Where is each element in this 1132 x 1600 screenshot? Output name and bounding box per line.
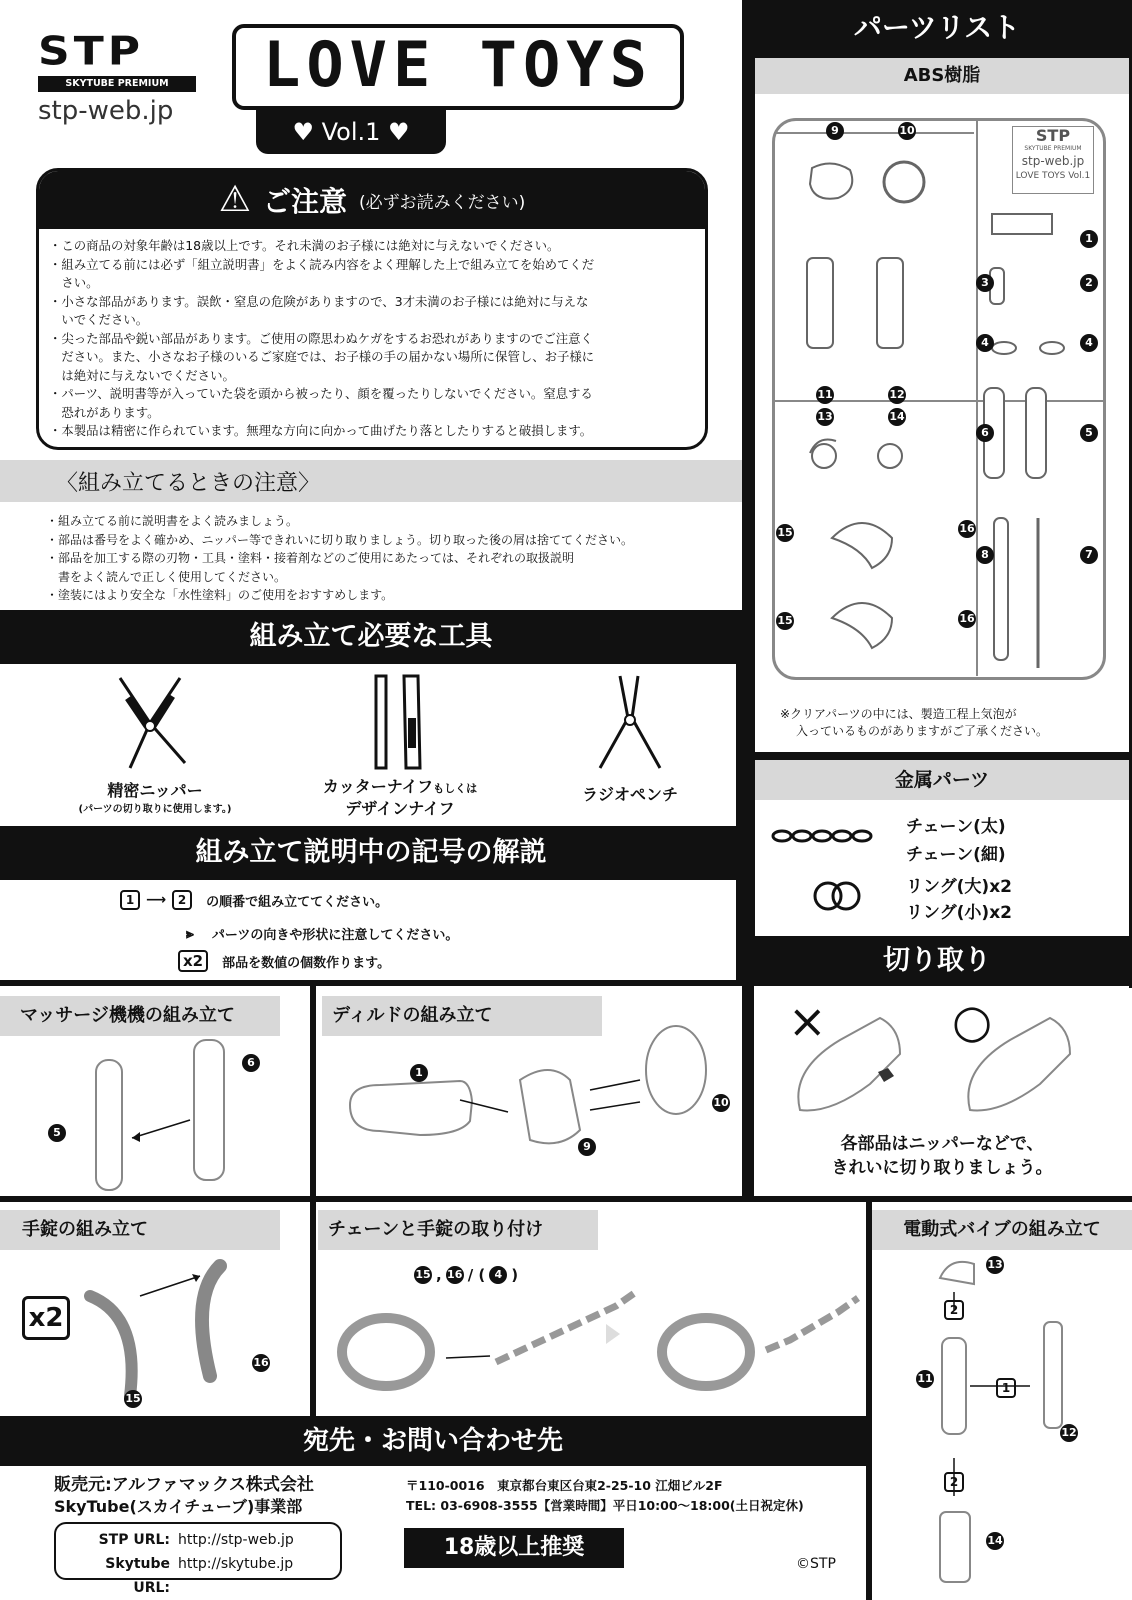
ring-large-label: リング(大)x2	[906, 877, 1012, 897]
caution-item: ・パーツ、説明書等が入っていた袋を頭から被ったり、顔を覆ったりしないでください。窒息する	[49, 386, 593, 401]
note-item: ・組み立てる前に説明書をよく読みましょう。	[46, 514, 299, 528]
divider	[0, 980, 742, 986]
count-mark: x2	[178, 950, 208, 972]
vol-badge	[256, 110, 446, 154]
cutting-caption-line: きれいに切り取りましょう。	[831, 1158, 1053, 1178]
assembly-notes-list	[46, 512, 736, 605]
paren-close: )	[511, 1266, 519, 1284]
part-number: 9	[578, 1138, 596, 1156]
part-number: 5	[1080, 424, 1098, 442]
part-number: 13	[986, 1256, 1004, 1274]
site-url: stp-web.jp	[38, 96, 174, 126]
pliers-illustration	[580, 668, 680, 778]
divider	[742, 986, 754, 1196]
age-badge: 18歳以上推奨	[404, 1528, 624, 1568]
nipper-label: 精密ニッパー	[107, 781, 203, 800]
caution-box	[36, 168, 708, 450]
stp-logo	[38, 30, 198, 94]
arrow-right-icon: ⟶	[146, 892, 167, 908]
symbol-order-text: の順番で組み立ててください。	[206, 894, 389, 910]
skytube-url-link[interactable]: http://skytube.jp	[178, 1556, 294, 1572]
caution-item: ・組み立てる前には必ず「組立説明書」をよく読み内容をよく理解した上で組み立てを始めてくだ	[49, 256, 595, 272]
caution-item: ・この商品の対象年齢は18歳以上です。それ未満のお子様には絶対に与えないでください。	[49, 238, 560, 253]
heart-icon: ♥	[388, 118, 410, 146]
caution-item: ・尖った部品や鋭い部品があります。ご使用の際思わぬケガをするお恐れがありますのでご注意く	[49, 330, 593, 346]
caution-item: さい。	[49, 275, 99, 290]
step-box: 1	[996, 1378, 1016, 1398]
note-item: ・部品を加工する際の刃物・工具・塗料・接着剤などのご使用にあたっては、それぞれの取扱説明	[46, 551, 575, 565]
metal-header: 金属パーツ	[755, 760, 1129, 800]
copyright: ©STP	[796, 1556, 836, 1572]
ok-mark: ○	[952, 994, 993, 1048]
warning-icon: ⚠	[218, 179, 251, 220]
dildo-diagram	[340, 1030, 720, 1170]
part-number: 6	[242, 1054, 260, 1072]
part-number: 4	[1080, 334, 1098, 352]
part-number: 12	[888, 386, 906, 404]
clear-note-line: ※クリアパーツの中には、製造工程上気泡が	[780, 707, 1017, 721]
caution-header	[39, 171, 705, 229]
part-number: 1	[410, 1064, 428, 1082]
divider	[310, 986, 316, 1196]
clear-parts-note	[780, 706, 1120, 740]
divider	[866, 1202, 872, 1600]
caution-subtitle: (必ずお読みください)	[359, 192, 526, 213]
part-number: 5	[48, 1124, 66, 1142]
part-number: 16	[958, 520, 976, 538]
step-box: 1	[120, 890, 140, 910]
cutting-diagram	[780, 1010, 1120, 1120]
nipper-note: (パーツの切り取りに使用します。)	[78, 804, 232, 815]
part-number: 15	[414, 1266, 432, 1284]
part-number: 13	[816, 408, 834, 426]
caution-list	[39, 229, 705, 441]
symbol-order	[120, 890, 388, 910]
note-item: 書をよく読んで正しく使用してください。	[46, 569, 287, 584]
division-name: SkyTube(スカイチューブ)事業部	[54, 1497, 303, 1516]
part-number: 14	[986, 1532, 1004, 1550]
divider	[0, 1196, 1132, 1202]
dildo-header: ディルドの組み立て	[322, 996, 602, 1036]
stp-url-link[interactable]: http://stp-web.jp	[178, 1532, 294, 1548]
chain-thick-label: チェーン(太)	[906, 817, 1006, 837]
symbol-attention	[186, 924, 458, 943]
step-box: 2	[944, 1300, 964, 1320]
part-number: 16	[446, 1266, 464, 1284]
part-number: 14	[888, 408, 906, 426]
cutting-caption	[760, 1132, 1124, 1180]
part-number: 15	[124, 1390, 142, 1408]
cutter-illustration	[358, 668, 438, 778]
nipper-illustration	[90, 668, 210, 778]
caution-title: ご注意	[263, 185, 348, 218]
part-number: 6	[976, 424, 994, 442]
assembly-notes-title: 〈組み立てるときの注意〉	[56, 471, 321, 496]
attention-mark-icon: ⫸	[186, 925, 194, 942]
chain-thin-label: チェーン(細)	[906, 845, 1006, 865]
stp-logo-sub: SKYTUBE PREMIUM	[38, 76, 196, 92]
assembly-notes-header	[0, 460, 742, 502]
symbol-attention-text: パーツの向きや形状に注意してください。	[211, 928, 459, 943]
skytube-url-label: Skytube URL:	[105, 1556, 170, 1596]
count-mark: x2	[22, 1296, 70, 1340]
symbol-count	[178, 950, 390, 972]
symbol-count-text: 部品を数値の個数作ります。	[222, 955, 391, 971]
stp-url-row	[66, 1528, 330, 1552]
stp-logo-text: STP	[38, 28, 144, 75]
design-knife-label: デザインナイフ	[345, 799, 455, 818]
runner-logo-sub: SKYTUBE PREMIUM	[1024, 145, 1082, 152]
cuffs-header: 手錠の組み立て	[0, 1210, 280, 1250]
heart-icon: ♥	[292, 118, 314, 146]
massager-header: マッサージ機機の組み立て	[0, 996, 280, 1036]
part-number: 4	[976, 334, 994, 352]
clear-note-line: 入っているものがありますがご了承ください。	[796, 724, 1049, 738]
pliers-label: ラジオペンチ	[581, 785, 678, 804]
caution-item: いでください。	[49, 312, 149, 327]
runner-site: stp-web.jp	[1021, 154, 1085, 168]
stp-url-label: STP URL:	[98, 1532, 170, 1548]
part-number: 11	[916, 1370, 934, 1388]
step-box: 2	[944, 1472, 964, 1492]
part-number: 10	[712, 1094, 730, 1112]
address: 〒110-0016 東京都台東区台東2-25-10 江畑ビル2F	[406, 1478, 723, 1493]
caution-item: ださい。また、小さなお子様のいるご家庭では、お子様の手の届かない場所に保管し、お子様に	[49, 349, 595, 364]
part-number: 7	[1080, 546, 1098, 564]
ng-mark: ×	[788, 994, 827, 1048]
tools-header: 組み立て必要な工具	[0, 610, 742, 664]
runner-logo: STP	[1035, 126, 1071, 145]
part-number: 16	[958, 610, 976, 628]
part-number: 16	[252, 1354, 270, 1372]
part-number: 8	[976, 546, 994, 564]
part-number: 12	[1060, 1424, 1078, 1442]
part-number: 9	[826, 122, 844, 140]
part-number: 15	[776, 612, 794, 630]
skytube-url-row	[66, 1552, 330, 1600]
caution-item: は絶対に与えないでください。	[49, 367, 235, 383]
part-number: 10	[898, 122, 916, 140]
cutting-caption-line: 各部品はニッパーなどで、	[840, 1134, 1044, 1154]
part-number: 4	[489, 1266, 507, 1284]
cutter-or: もしくは	[433, 782, 478, 795]
product-title: LOVE TOYS	[263, 28, 653, 101]
cuffs-diagram	[80, 1256, 280, 1406]
part-number: 11	[816, 386, 834, 404]
part-number: 15	[776, 524, 794, 542]
part-number: 2	[1080, 274, 1098, 292]
chain-attach-header: チェーンと手錠の取り付け	[318, 1210, 598, 1250]
url-box	[54, 1522, 342, 1596]
caution-item: 恐れがあります。	[49, 404, 160, 420]
chain-attach-diagram	[326, 1272, 866, 1402]
note-item: ・部品は番号をよく確かめ、ニッパー等できれいに切り取りましょう。切り取った後の屑は捨ててください。	[46, 532, 634, 547]
note-item: ・塗装にはより安全な「水性塗料」のご使用をおすすめします。	[46, 588, 394, 602]
cutting-header: 切り取り	[883, 945, 991, 976]
chain-attach-parts: 15 , 16 / ( 4 )	[415, 1266, 519, 1284]
part-number: 3	[976, 274, 994, 292]
caution-item: ・本製品は精密に作られています。無理な方向に向かって曲げたり落としたりすると破損します。	[49, 423, 593, 438]
ring-small-label: リング(小)x2	[906, 903, 1012, 923]
step-box: 2	[172, 890, 192, 910]
slash-separator: / (	[467, 1266, 486, 1284]
contact-header: 宛先・お問い合わせ先	[0, 1416, 866, 1466]
telephone: TEL: 03-6908-3555【営業時間】平日10:00～18:00(土日祝定休)	[406, 1498, 804, 1513]
vibe-header: 電動式バイブの組み立て	[872, 1210, 1132, 1250]
seller-name: 販売元:アルファマックス株式会社	[54, 1475, 314, 1495]
divider	[310, 1202, 316, 1416]
runner-name: LOVE TOYS Vol.1	[1015, 171, 1091, 181]
rings-icon	[808, 876, 868, 916]
symbols-header: 組み立て説明中の記号の解説	[0, 826, 742, 880]
abs-resin-header: ABS樹脂	[755, 58, 1129, 94]
chain-icon	[770, 826, 880, 846]
vol-label: Vol.1	[321, 118, 381, 146]
parts-list-header: パーツリスト	[853, 11, 1021, 44]
cutter-text: カッターナイフ	[322, 777, 434, 796]
cutter-label	[300, 774, 500, 797]
caution-item: ・小さな部品があります。誤飲・窒息の危険がありますので、3才未満のお子様には絶対に与えな	[49, 293, 589, 309]
part-number: 1	[1080, 230, 1098, 248]
